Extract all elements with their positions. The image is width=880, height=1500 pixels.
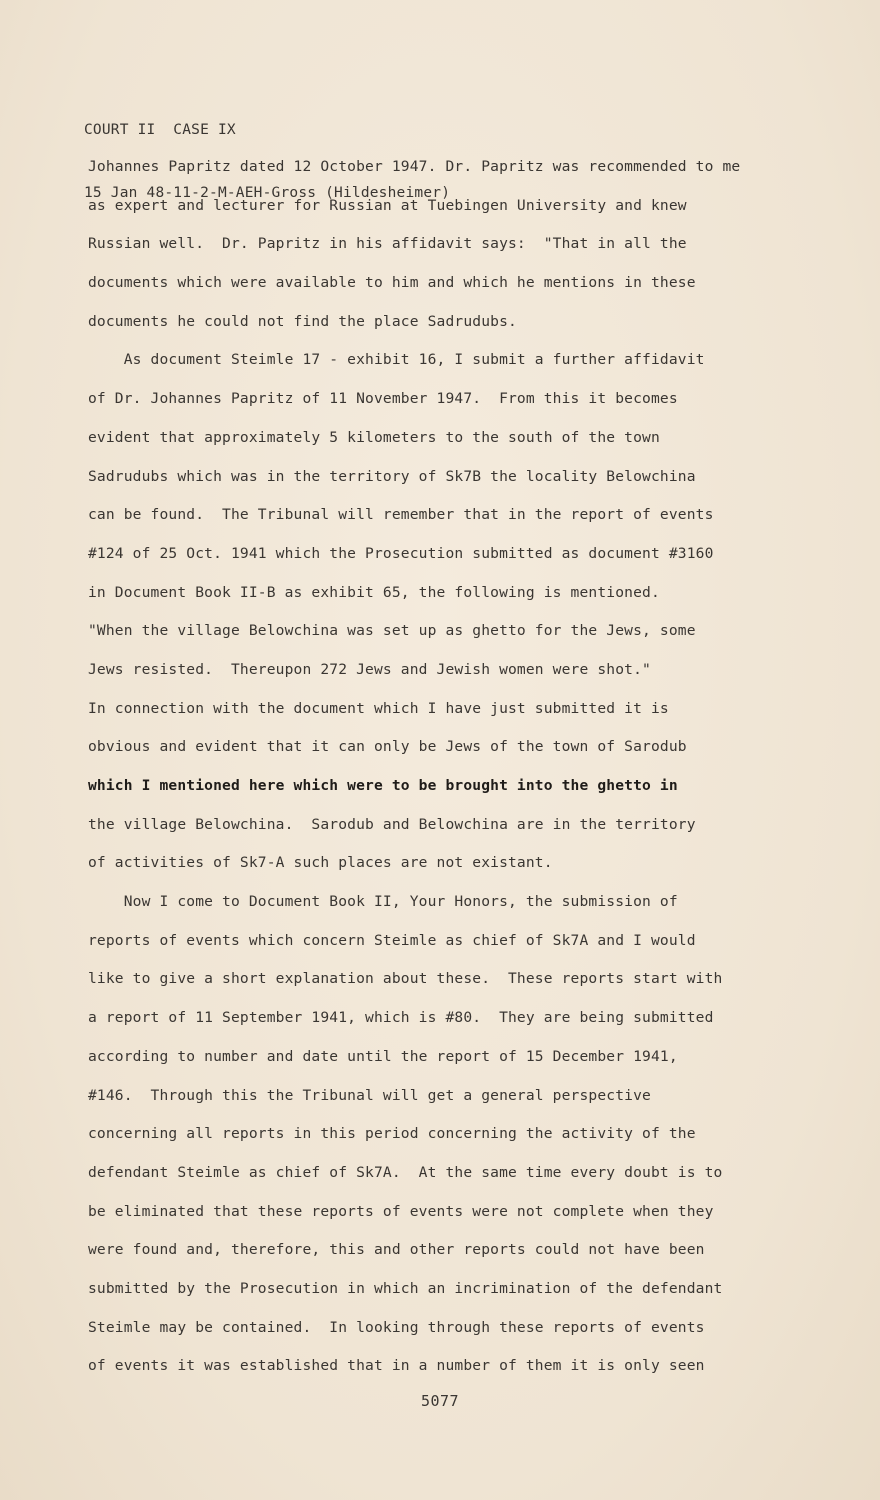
text-line: defendant Steimle as chief of Sk7A. At the same time every doubt is to — [88, 1163, 723, 1181]
text-line: "When the village Belowchina was set up as ghetto for the Jews, some — [88, 622, 696, 640]
text-line: of Dr. Johannes Papritz of 11 November 1947. From this it becomes — [88, 390, 678, 408]
text-line: obvious and evident that it can only be Jews of the town of Sarodub — [88, 738, 687, 756]
text-line: a report of 11 September 1941, which is #80. They are being submitted — [88, 1009, 714, 1027]
text-line: Now I come to Document Book II, Your Honors, the submission of — [88, 893, 678, 911]
text-line: #124 of 25 Oct. 1941 which the Prosecution submitted as document #3160 — [88, 544, 714, 562]
text-line: #146. Through this the Tribunal will get a general perspective — [88, 1086, 651, 1104]
text-line: be eliminated that these reports of events were not complete when they — [88, 1202, 714, 1220]
text-line: documents which were available to him and which he mentions in these — [88, 274, 696, 292]
text-line: were found and, therefore, this and other reports could not have been — [88, 1241, 705, 1259]
header-court-case: COURT II CASE IX — [84, 122, 236, 138]
text-line: Sadrudubs which was in the territory of Sk7B the locality Belowchina — [88, 467, 696, 485]
text-line: documents he could not find the place Sadrudubs. — [88, 312, 517, 330]
text-line: as expert and lecturer for Russian at Tuebingen University and knew — [88, 196, 687, 214]
text-line: evident that approximately 5 kilometers to the south of the town — [88, 428, 660, 446]
text-line: in Document Book II-B as exhibit 65, the following is mentioned. — [88, 583, 660, 601]
text-line: Russian well. Dr. Papritz in his affidavit says: "That in all the — [88, 235, 687, 253]
text-line: Johannes Papritz dated 12 October 1947. Dr. Papritz was recommended to me — [88, 158, 741, 175]
text-line: submitted by the Prosecution in which an incrimination of the defendant — [88, 1279, 723, 1297]
page-number: 5077 — [420, 1392, 460, 1410]
text-line: of activities of Sk7-A such places are not existant. — [88, 854, 553, 872]
text-line: Jews resisted. Thereupon 272 Jews and Jewish women were shot." — [88, 660, 651, 678]
text-line: can be found. The Tribunal will remember that in the report of events — [88, 506, 714, 524]
text-line: concerning all reports in this period concerning the activity of the — [88, 1125, 696, 1143]
text-line: Steimle may be contained. In looking through these reports of events — [88, 1318, 705, 1336]
text-line: according to number and date until the report of 15 December 1941, — [88, 1047, 678, 1065]
text-line: which I mentioned here which were to be brought into the ghetto in — [88, 777, 678, 794]
text-line: the village Belowchina. Sarodub and Belowchina are in the territory — [88, 815, 696, 833]
text-line: reports of events which concern Steimle as chief of Sk7A and I would — [88, 931, 696, 949]
header-session-info: 15 Jan 48-11-2-M-AEH-Gross (Hildesheimer) — [84, 185, 451, 201]
transcript-body — [88, 148, 808, 1386]
text-line: like to give a short explanation about these. These reports start with — [88, 970, 723, 988]
text-line: As document Steimle 17 - exhibit 16, I submit a further affidavit — [88, 351, 705, 369]
text-line: of events it was established that in a number of them it is only seen — [88, 1357, 705, 1375]
text-line: In connection with the document which I have just submitted it is — [88, 699, 669, 717]
